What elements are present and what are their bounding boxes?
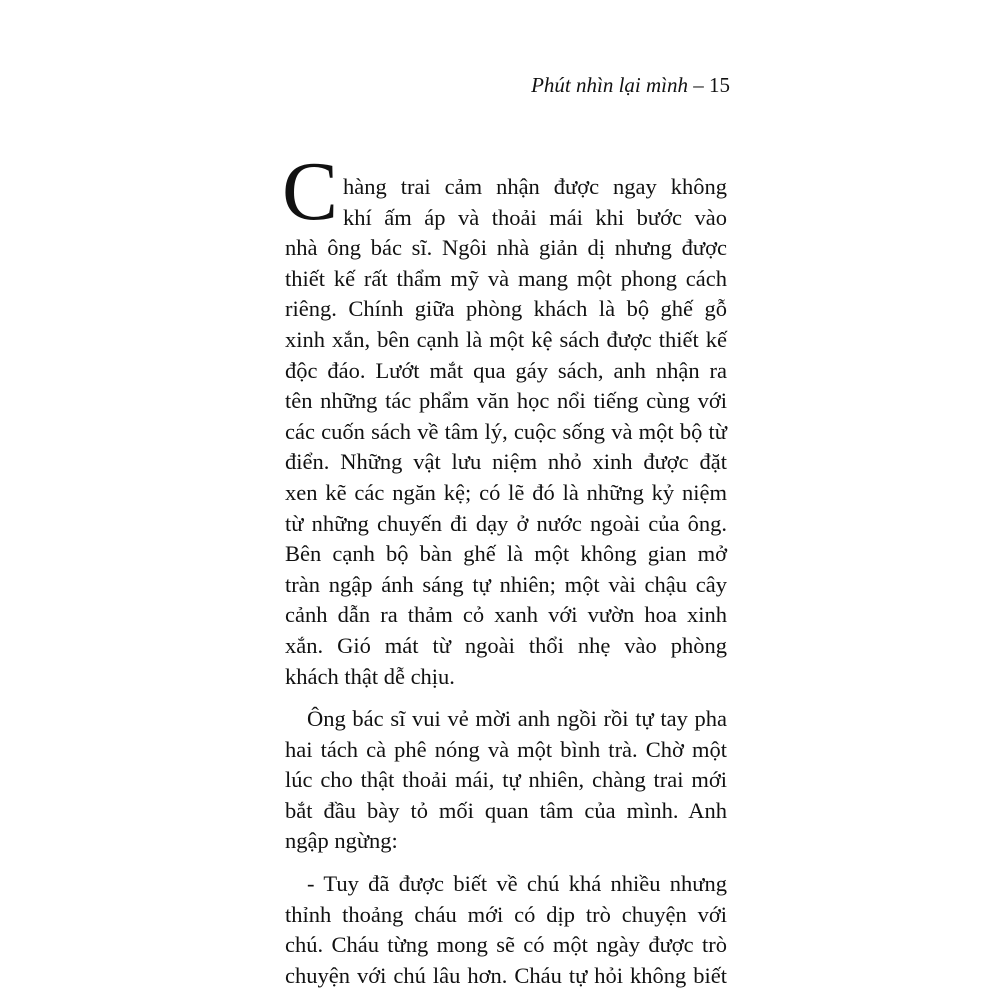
text-line: tràn ngập ánh sáng tự nhiên; một vài chậu cây: [285, 571, 727, 597]
text-line: Bên cạnh bộ bàn ghế là một không gian mở: [285, 541, 727, 567]
text-line: - Tuy đã được biết về chú khá nhiều nhưng: [307, 871, 727, 897]
text-line: chú. Cháu từng mong sẽ có một ngày được trò: [285, 932, 727, 958]
paragraph-1: [285, 172, 727, 692]
text-line: xen kẽ các ngăn kệ; có lẽ đó là những kỷ niệm: [285, 479, 727, 505]
header-separator: –: [693, 73, 704, 97]
text-line: cảnh dẫn ra thảm cỏ xanh với vườn hoa xinh: [285, 602, 727, 628]
text-line: thỉnh thoảng cháu mới có dịp trò chuyện với: [285, 901, 727, 927]
text-line: từ những chuyến đi dạy ở nước ngoài của ông.: [285, 510, 727, 536]
text-line: thiết kế rất thẩm mỹ và mang một phong cách: [285, 265, 727, 291]
text-line: chuyện với chú lâu hơn. Cháu tự hỏi không biết: [285, 962, 727, 988]
text-line: lúc cho thật thoải mái, tự nhiên, chàng trai mới: [285, 767, 727, 793]
text-line: tên những tác phẩm văn học nổi tiếng cùng với: [285, 388, 727, 414]
paragraph-3: [285, 869, 727, 991]
text-line: xinh xắn, bên cạnh là một kệ sách được thiết kế: [285, 326, 727, 352]
text-line: xắn. Gió mát từ ngoài thổi nhẹ vào phòng: [285, 632, 727, 658]
paragraph-2: [285, 704, 727, 857]
text-line: khí ấm áp và thoải mái khi bước vào: [343, 204, 727, 230]
text-line: nhà ông bác sĩ. Ngôi nhà giản dị nhưng được: [285, 235, 727, 261]
text-line: ngập ngừng:: [285, 828, 398, 854]
text-line: các cuốn sách về tâm lý, cuộc sống và một bộ từ: [285, 418, 727, 444]
text-line: bắt đầu bày tỏ mối quan tâm của mình. Anh: [285, 797, 727, 823]
paragraph-gap: [285, 857, 727, 869]
drop-cap: C: [282, 145, 339, 238]
text-line: hai tách cà phê nóng và một bình trà. Chờ một: [285, 736, 727, 762]
running-header: [420, 73, 730, 98]
body-text: [285, 172, 727, 991]
text-line: khách thật dễ chịu.: [285, 663, 455, 689]
text-line: Ông bác sĩ vui vẻ mời anh ngồi rồi tự tay pha: [307, 706, 727, 732]
text-line: độc đáo. Lướt mắt qua gáy sách, anh nhận ra: [285, 357, 727, 383]
text-line: điển. Những vật lưu niệm nhỏ xinh được đặt: [285, 449, 727, 475]
paragraph-gap: [285, 692, 727, 704]
text-line: riêng. Chính giữa phòng khách là bộ ghế gỗ: [285, 296, 727, 322]
text-line: hàng trai cảm nhận được ngay không: [343, 174, 727, 199]
page-number: 15: [709, 73, 730, 97]
book-title: Phút nhìn lại mình: [531, 73, 688, 97]
